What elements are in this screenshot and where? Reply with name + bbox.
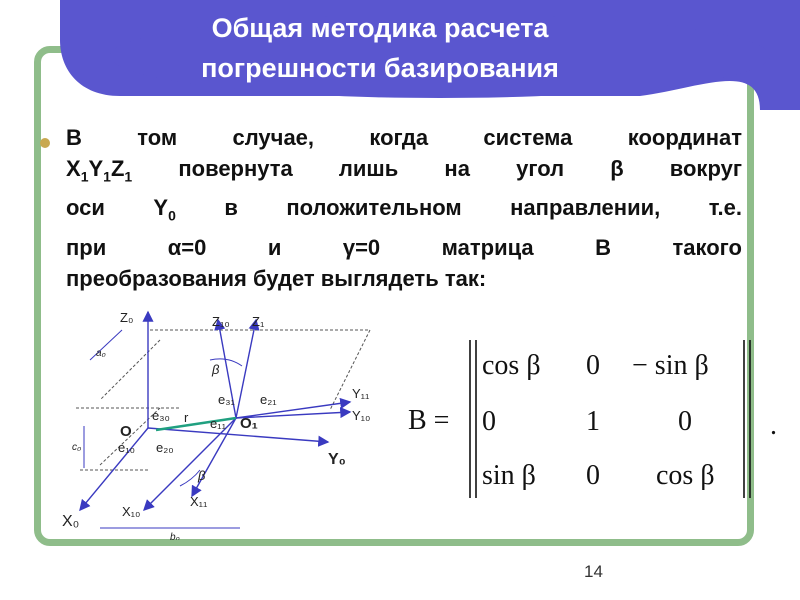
x0-label: X₀ — [62, 513, 80, 530]
bullet-icon — [40, 138, 50, 148]
z10-label: Z₁₀ — [212, 314, 230, 329]
e20-label: e₂₀ — [156, 440, 174, 455]
e11-label: e₁₁ — [210, 416, 227, 431]
y0-label: Y₀ — [328, 451, 346, 468]
title-line-1: Общая методика расчета — [211, 13, 549, 43]
z1-label: Z₁ — [252, 314, 265, 329]
e10-label: e₁₀ — [118, 440, 136, 455]
matrix-dot: . — [770, 410, 777, 441]
title-line-2: погрешности базирования — [201, 53, 559, 83]
y10-label: Y₁₀ — [352, 408, 371, 423]
matrix-lhs: B = — [408, 405, 450, 436]
e31-label: e₃₁ — [218, 392, 235, 407]
y0-axis — [148, 428, 328, 442]
x10-label: X₁₀ — [122, 504, 141, 519]
matrix-r1c1: cos β — [482, 350, 541, 381]
slide-title — [60, 8, 700, 88]
matrix-r1c3: − sin β — [632, 350, 709, 381]
matrix-r2c1: 0 — [482, 406, 496, 437]
x0-axis — [80, 428, 148, 510]
origin-o-label: O — [120, 423, 132, 440]
coordinate-diagram — [60, 300, 400, 540]
matrix-r3c3: cos β — [656, 460, 715, 491]
page-number: 14 — [584, 562, 603, 581]
x11-label: X₁₁ — [190, 494, 208, 509]
rotation-matrix — [408, 334, 788, 504]
body-paragraph — [66, 122, 742, 294]
y11-label: Y₁₁ — [352, 386, 370, 401]
beta-label-bottom: β — [198, 468, 206, 483]
body-line-1: В том случае, когда система координат — [66, 125, 742, 150]
a0-label: a₀ — [96, 348, 106, 359]
matrix-r1c2: 0 — [586, 350, 600, 381]
matrix-r2c3: 0 — [678, 406, 692, 437]
matrix-r2c2: 1 — [586, 406, 600, 437]
beta-label-top: β — [212, 362, 220, 377]
z1-axis — [236, 320, 256, 418]
matrix-r3c2: 0 — [586, 460, 600, 491]
body-line-3: оси $Y_0$ в положительном направлении, т.е. — [66, 195, 742, 224]
b0-label: b₀ — [170, 532, 180, 540]
body-line-2: $X_1Y_1Z_1$ повернута лишь на угол β вокруг — [66, 156, 742, 185]
body-line-4: при α=0 и γ=0 матрица B такого — [66, 234, 742, 260]
origin-o1-label: O₁ — [240, 415, 258, 432]
e30-label: e₃₀ — [152, 408, 170, 423]
r-label: r — [184, 410, 189, 425]
c0-label: c₀ — [72, 442, 82, 453]
e21-label: e₂₁ — [260, 392, 277, 407]
z0-label: Z₀ — [120, 310, 134, 325]
body-line-5: преобразования будет выглядеть так: — [66, 265, 487, 291]
matrix-r3c1: sin β — [482, 460, 536, 491]
